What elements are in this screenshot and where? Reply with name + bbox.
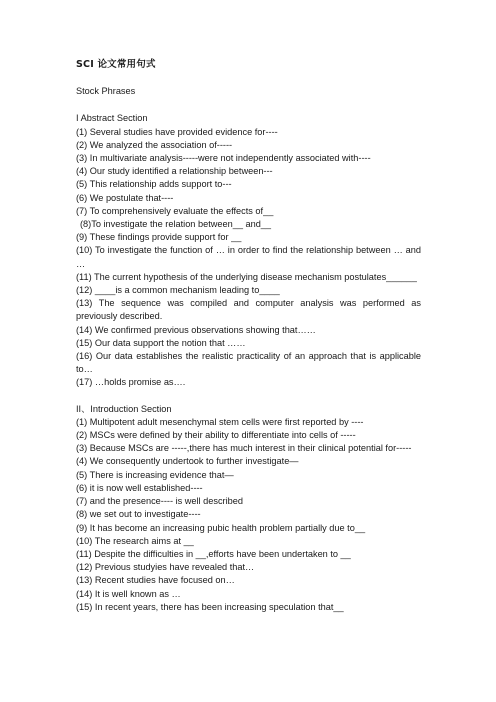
phrase-item: (15) Our data support the notion that …… bbox=[76, 337, 246, 348]
phrase-item: (12) ____is a common mechanism leading to____ bbox=[76, 285, 280, 296]
phrase-item: (7) and the presence---- is well described bbox=[76, 496, 243, 507]
phrase-item: (6) it is now well established---- bbox=[76, 482, 203, 493]
phrase-item: (4) We consequently undertook to further investigate— bbox=[76, 456, 299, 467]
phrase-item: (13) The sequence was compiled and computer analysis was performed as previously described. bbox=[76, 298, 421, 322]
phrase-item: (1) Several studies have provided evidence for---- bbox=[76, 126, 278, 137]
phrase-item: (6) We postulate that---- bbox=[76, 192, 174, 203]
phrase-item: (2) MSCs were defined by their ability to differentiate into cells of ----- bbox=[76, 430, 356, 441]
phrase-item: (14) We confirmed previous observations showing that…… bbox=[76, 324, 316, 335]
phrase-item: (3) Because MSCs are -----,there has much interest in their clinical potential for----- bbox=[76, 443, 412, 454]
document-page bbox=[76, 58, 421, 627]
phrase-item: (2) We analyzed the association of----- bbox=[76, 139, 233, 150]
phrase-item: (1) Multipotent adult mesenchymal stem cells were first reported by ---- bbox=[76, 416, 364, 427]
phrase-item: (5) There is increasing evidence that— bbox=[76, 469, 234, 480]
phrase-item: (11) The current hypothesis of the underlying disease mechanism postulates______ bbox=[76, 271, 417, 282]
abstract-section bbox=[76, 112, 421, 389]
phrase-item: (4) Our study identified a relationship between--- bbox=[76, 166, 273, 177]
phrase-item: (17) …holds promise as…. bbox=[76, 377, 186, 388]
phrase-item: (13) Recent studies have focused on… bbox=[76, 575, 235, 586]
phrase-item: (15) In recent years, there has been increasing speculation that__ bbox=[76, 601, 344, 612]
section-heading: II、Introduction Section bbox=[76, 403, 172, 414]
phrase-item: (14) It is well known as … bbox=[76, 588, 181, 599]
phrase-item: (9) It has become an increasing pubic health problem partially due to__ bbox=[76, 522, 366, 533]
phrase-item: (16) Our data establishes the realistic practicality of an approach that is applicable to… bbox=[76, 351, 421, 375]
phrase-item: (8) we set out to investigate---- bbox=[76, 509, 201, 520]
phrase-item: (3) In multivariate analysis-----were not independently associated with---- bbox=[76, 153, 371, 164]
phrase-item: (12) Previous studyies have revealed that… bbox=[76, 562, 255, 573]
phrase-item: (7) To comprehensively evaluate the effects of__ bbox=[76, 205, 274, 216]
phrase-item: (10) The research aims at __ bbox=[76, 535, 194, 546]
phrase-item: (9) These findings provide support for __ bbox=[76, 232, 242, 243]
phrase-item: (8)To investigate the relation between__ and__ bbox=[80, 219, 272, 230]
phrase-item: (10) To investigate the function of … in order to find the relationship between … and … bbox=[76, 245, 421, 269]
phrase-item: (5) This relationship adds support to--- bbox=[76, 179, 232, 190]
phrase-item: (11) Despite the difficulties in __,efforts have been undertaken to __ bbox=[76, 548, 351, 559]
page-title: SCI 论文常用句式 bbox=[76, 59, 156, 70]
sections-container bbox=[76, 112, 421, 614]
introduction-section bbox=[76, 403, 421, 614]
section-heading: I Abstract Section bbox=[76, 113, 148, 124]
page-subtitle: Stock Phrases bbox=[76, 86, 136, 97]
